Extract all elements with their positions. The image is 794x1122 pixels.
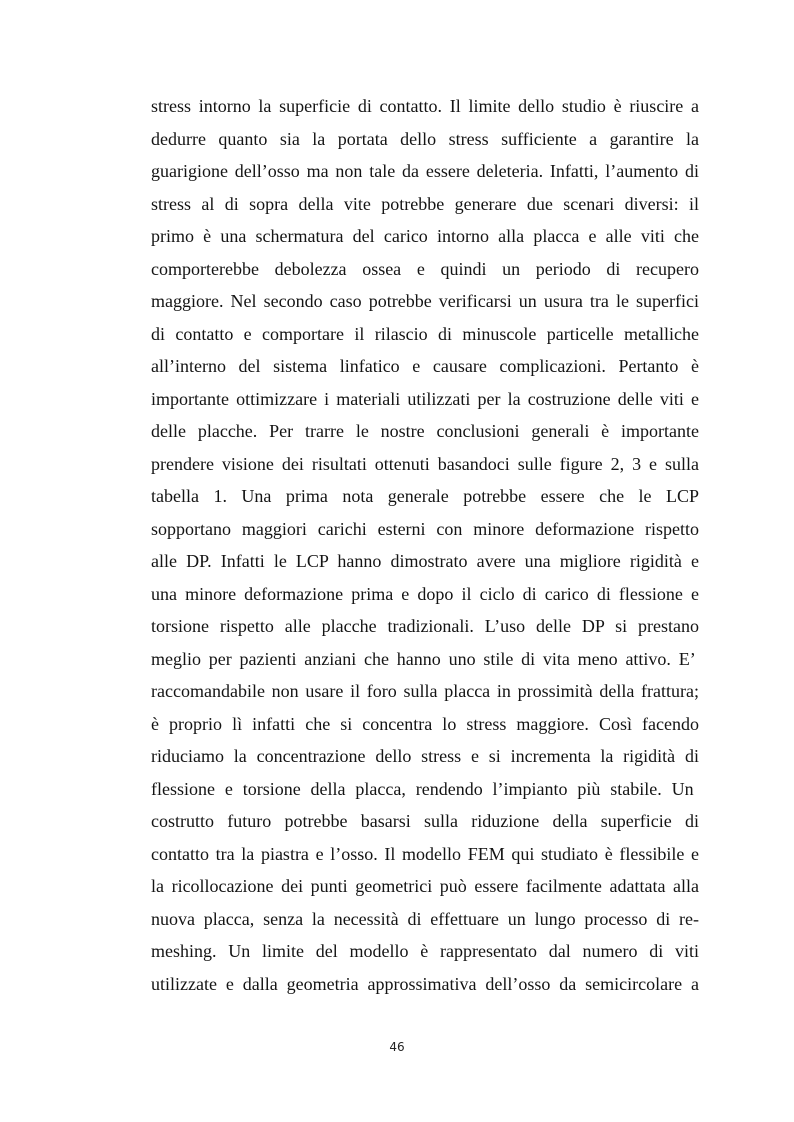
text-line: guarigione dell’osso ma non tale da essere deleteria. Infatti, l’aumento di xyxy=(151,161,699,181)
text-line: riduciamo la concentrazione dello stress e si incrementa la rigidità di xyxy=(151,746,699,766)
text-line: la ricollocazione dei punti geometrici può essere facilmente adattata alla xyxy=(151,876,699,896)
text-line: una minore deformazione prima e dopo il ciclo di carico di flessione e xyxy=(151,583,699,604)
text-line: meglio per pazienti anziani che hanno uno stile di vita meno attivo. E’ xyxy=(151,648,696,669)
text-line: importante ottimizzare i materiali utilizzati per la costruzione delle viti e xyxy=(151,388,699,409)
text-line: dedurre quanto sia la portata dello stress sufficiente a garantire la xyxy=(151,128,699,149)
text-line: tabella 1. Una prima nota generale potrebbe essere che le LCP xyxy=(151,486,699,506)
text-line: raccomandabile non usare il foro sulla placca in prossimità della frattura; xyxy=(151,681,699,701)
text-line: contatto tra la piastra e l’osso. Il modello FEM qui studiato è flessibile e xyxy=(151,843,699,864)
text-line: stress intorno la superficie di contatto. Il limite dello studio è riuscire a xyxy=(151,96,699,116)
page-number: 46 xyxy=(389,1040,405,1054)
text-line: è proprio lì infatti che si concentra lo stress maggiore. Così facendo xyxy=(151,713,699,734)
text-line: alle DP. Infatti le LCP hanno dimostrato avere una migliore rigidità e xyxy=(151,551,699,571)
text-line: utilizzate e dalla geometria approssimativa dell’osso da semicircolare a xyxy=(151,973,699,994)
text-line: di contatto e comportare il rilascio di minuscole particelle metalliche xyxy=(151,323,699,344)
text-line: torsione rispetto alle placche tradizionali. L’uso delle DP si prestano xyxy=(151,616,699,636)
text-line: all’interno del sistema linfatico e causare complicazioni. Pertanto è xyxy=(151,356,699,376)
text-line: primo è una schermatura del carico intorno alla placca e alle viti che xyxy=(151,226,699,246)
text-line: flessione e torsione della placca, rendendo l’impianto più stabile. Un xyxy=(151,778,694,799)
text-line: stress al di sopra della vite potrebbe generare due scenari diversi: il xyxy=(151,193,699,214)
text-line: comporterebbe debolezza ossea e quindi un periodo di recupero xyxy=(151,258,699,279)
text-line: delle placche. Per trarre le nostre conclusioni generali è importante xyxy=(151,421,699,441)
text-line: prendere visione dei risultati ottenuti basandoci sulle figure 2, 3 e sulla xyxy=(151,453,699,474)
text-line: maggiore. Nel secondo caso potrebbe verificarsi un usura tra le superfici xyxy=(151,291,699,311)
body-paragraph xyxy=(151,90,699,1000)
text-line: meshing. Un limite del modello è rappresentato dal numero di viti xyxy=(151,941,699,961)
text-line: nuova placca, senza la necessità di effettuare un lungo processo di re- xyxy=(151,908,699,929)
text-line: costrutto futuro potrebbe basarsi sulla riduzione della superficie di xyxy=(151,811,699,831)
text-line: sopportano maggiori carichi esterni con minore deformazione rispetto xyxy=(151,518,699,539)
